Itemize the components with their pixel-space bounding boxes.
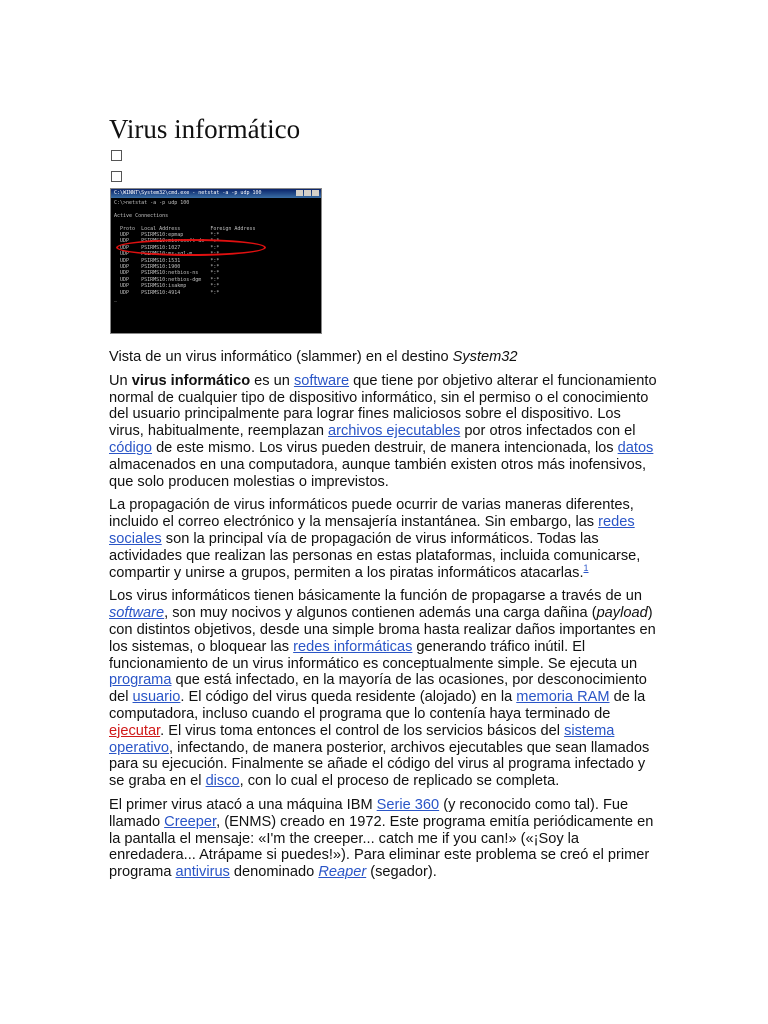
console-titlebar — [111, 189, 321, 198]
text: son la principal vía de propagación de virus informáticos. Todas las actividades que realizan las personas en estas plataformas, incluida comunicarse, compartir y unirse a grupos, permiten a los piratas informáticos atacarlas. — [109, 530, 641, 581]
console-line: UDP PSIRMS10:4914 *:* — [114, 289, 220, 296]
text: ) con distintos objetivos, desde una simple broma hasta realizar daños importantes en los sistemas, o bloquear las — [109, 605, 656, 655]
console-line: UDP PSIRMS10:1027 *:* — [114, 244, 220, 251]
console-line: UDP PSIRMS10:ms-sql-m *:* — [114, 251, 220, 258]
caption-text: Vista de un virus informático (slammer) en el destino — [109, 349, 453, 365]
link-creeper[interactable]: Creeper — [164, 813, 217, 830]
text: , (ENMS) creado en 1972. Este programa emitía periódicamente en la pantalla el mensaje: «I'm the creeper... catch me if you can!» («¡Soy la enredadera... Atrápame si puedes!»). Para eliminar este problema se creó el primer programa — [109, 813, 654, 881]
close-icon — [312, 190, 319, 196]
page-title: Virus informático — [109, 114, 301, 144]
link-sistema-operativo[interactable]: sistema operativo — [109, 722, 615, 756]
window-buttons — [296, 190, 319, 196]
link-disco[interactable]: disco — [205, 773, 240, 790]
text: que tiene por objetivo alterar el funcionamiento normal de cualquier tipo de dispositivo informático, sin el permiso o el conocimiento del usuario principalmente para lograr fines maliciosos sobre el dispositivo. Los virus, habitualmente, reemplazan — [109, 372, 657, 440]
text: La propagación de virus informáticos puede ocurrir de varias maneras diferentes, incluido el correo electrónico y la mensajería instantánea. Sin embargo, las — [109, 497, 634, 531]
text: , infectando, de manera posterior, archivos ejecutables que sean llamados para su ejecución. Finalmente se añade el código del virus al programa infectado y se graba en el — [109, 739, 650, 790]
link-memoria-ram[interactable]: memoria RAM — [516, 689, 610, 706]
link-ejecutar[interactable]: ejecutar — [109, 722, 161, 739]
text: de la computadora, incluso cuando el programa que lo contenía haya terminado de — [109, 689, 646, 722]
footnote-link[interactable]: 1 — [583, 562, 589, 573]
checkbox[interactable] — [111, 171, 122, 182]
text: (segador). — [366, 864, 437, 881]
link-serie-360[interactable]: Serie 360 — [376, 796, 440, 813]
checkbox[interactable] — [111, 150, 122, 161]
link-programa[interactable]: programa — [109, 672, 172, 689]
term-bold: virus informático — [131, 372, 251, 389]
text: es un — [250, 372, 294, 389]
link-datos[interactable]: datos — [617, 439, 654, 456]
console-line: _ — [114, 296, 118, 303]
console-line: UDP PSIRMS10:microsoft-ds *:* — [114, 238, 220, 245]
text: Un — [109, 372, 132, 389]
link-redes-sociales[interactable]: redes sociales — [109, 514, 635, 547]
paragraph-1 — [109, 373, 657, 491]
paragraph-4 — [109, 797, 657, 881]
console-window-title: C:\WINNT\System32\cmd.exe - netstat -a -p udp 100 — [114, 190, 262, 196]
link-software[interactable]: software — [109, 605, 165, 622]
term-italic: payload — [596, 605, 648, 622]
link-usuario[interactable]: usuario — [132, 689, 181, 706]
console-line: UDP PSIRMS10:netbios-ns *:* — [114, 270, 220, 277]
link-codigo[interactable]: código — [109, 439, 153, 456]
text: Los virus informáticos tienen básicamente la función de propagarse a través de un — [109, 588, 642, 605]
console-line: UDP PSIRMS10:isakmp *:* — [114, 283, 220, 290]
console-line: UDP PSIRMS10:1531 *:* — [114, 257, 220, 264]
image-caption — [109, 349, 657, 366]
text: , con lo cual el proceso de replicado se completa. — [239, 773, 560, 790]
console-line: Proto Local Address Foreign Address — [114, 225, 256, 232]
console-line: Active Connections — [114, 212, 169, 219]
text: almacenados en una computadora, aunque también existen otros más inofensivos, que solo producen molestias o imprevistos. — [109, 456, 647, 490]
text: que está infectado, en la mayoría de las ocasiones, por desconocimiento del — [109, 672, 647, 706]
text: . El código del virus queda residente (alojado) en la — [180, 689, 517, 706]
minimize-icon — [296, 190, 303, 196]
caption-italic: System32 — [452, 349, 518, 365]
maximize-icon — [304, 190, 311, 196]
link-redes-informaticas[interactable]: redes informáticas — [293, 638, 413, 655]
text: por otros infectados con el — [460, 423, 636, 440]
article-body — [109, 349, 657, 888]
text: . El virus toma entonces el control de los servicios básicos del — [160, 722, 565, 739]
link-reaper[interactable]: Reaper — [318, 864, 367, 881]
console-screenshot — [110, 188, 322, 334]
link-antivirus[interactable]: antivirus — [175, 864, 230, 881]
console-line: C:\>netstat -a -p udp 100 — [114, 200, 190, 206]
text: , son muy nocivos y algunos contienen además una carga dañina ( — [164, 605, 597, 622]
link-software[interactable]: software — [293, 372, 350, 389]
console-line: UDP PSIRMS10:epmap *:* — [114, 232, 220, 239]
console-line: UDP PSIRMS10:netbios-dgm *:* — [114, 276, 220, 283]
text: generando tráfico inútil. El funcionamiento de un virus informático es conceptualmente simple. Se ejecuta un — [109, 638, 638, 672]
paragraph-3 — [109, 588, 657, 790]
console-line: UDP PSIRMS10:1900 *:* — [114, 264, 220, 271]
highlight-circle — [116, 239, 266, 256]
link-archivos-ejecutables[interactable]: archivos ejecutables — [328, 423, 461, 440]
paragraph-2 — [109, 497, 657, 581]
text: El primer virus atacó a una máquina IBM — [109, 796, 377, 813]
text: denominado — [229, 864, 319, 881]
text: de este mismo. Los virus pueden destruir, de manera intencionada, los — [152, 439, 618, 456]
text: (y reconocido como tal). Fue llamado — [109, 796, 629, 830]
